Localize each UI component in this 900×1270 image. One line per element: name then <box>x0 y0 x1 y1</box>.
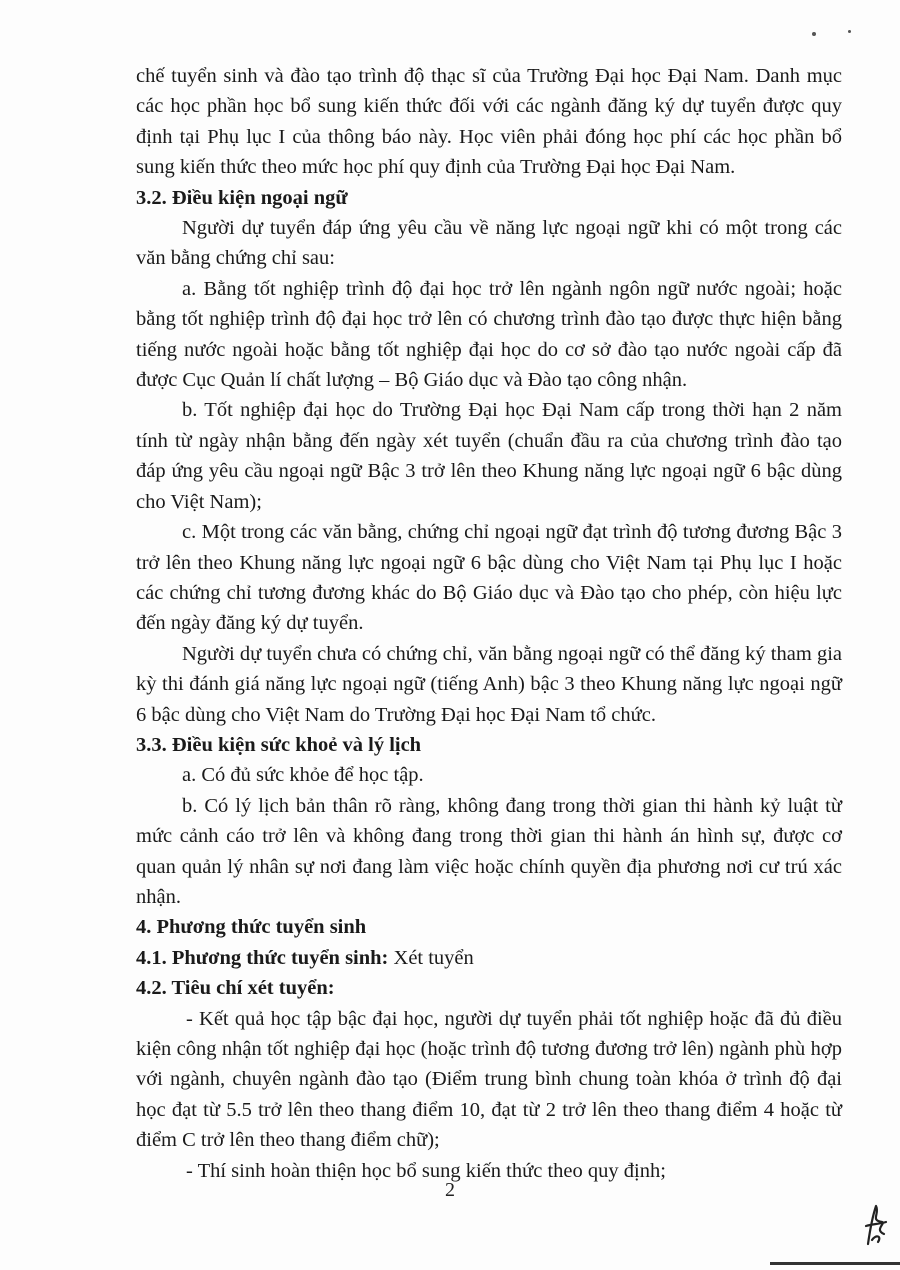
paragraph-language-b: b. Tốt nghiệp đại học do Trường Đại học Đại Nam cấp trong thời hạn 2 năm tính từ ngày nhận bằng đến ngày xét tuyển (chuẩn đầu ra của chương trình đào tạo đáp ứng yêu cầu ngoại ngữ Bậc 3 trở lên theo Khung năng lực ngoại ngữ 6 bậc dùng cho Việt Nam); <box>136 399 842 513</box>
paragraph-language-a: a. Bằng tốt nghiệp trình độ đại học trở lên ngành ngôn ngữ nước ngoài; hoặc bằng tốt nghiệp trình độ đại học trở lên có chương trình đào tạo được thực hiện bằng tiếng nước ngoài hoặc bằng tốt nghiệp đại học do cơ sở đào tạo nước ngoài cấp đã được Cục Quản lí chất lượng – Bộ Giáo dục và Đào tạo công nhận. <box>136 277 842 392</box>
document-body <box>136 61 842 1186</box>
initials-signature <box>862 1200 890 1248</box>
heading-3-3: 3.3. Điều kiện sức khoẻ và lý lịch <box>136 733 422 756</box>
heading-4: 4. Phương thức tuyển sinh <box>136 916 367 939</box>
scan-edge <box>770 1262 900 1265</box>
scan-speck <box>848 30 851 33</box>
page-number: 2 <box>445 1179 455 1201</box>
paragraph-language-exam: Người dự tuyển chưa có chứng chỉ, văn bằng ngoại ngữ có thể đăng ký tham gia kỳ thi đánh giá năng lực ngoại ngữ (tiếng Anh) bậc 3 theo Khung năng lực ngoại ngữ 6 bậc dùng cho Việt Nam do Trường Đại học Đại Nam tổ chức. <box>136 642 842 726</box>
heading-4-1-value: Xét tuyển <box>388 946 474 969</box>
paragraph-continuation: chế tuyển sinh và đào tạo trình độ thạc sĩ của Trường Đại học Đại Nam. Danh mục các học phần học bổ sung kiến thức đối với các ngành đăng ký dự tuyển được quy định tại Phụ lục I của thông báo này. Học viên phải đóng học phí các học phần bổ sung kiến thức theo mức học phí quy định của Trường Đại học Đại Nam. <box>136 65 842 179</box>
heading-4-1 <box>136 943 842 973</box>
heading-3-2: 3.2. Điều kiện ngoại ngữ <box>136 186 348 209</box>
paragraph-language-c: c. Một trong các văn bằng, chứng chỉ ngoại ngữ đạt trình độ tương đương Bậc 3 trở lên theo Khung năng lực ngoại ngữ 6 bậc dùng cho Việt Nam tại Phụ lục I hoặc các chứng chỉ tương đương khác do Bộ Giáo dục và Đào tạo cho phép, còn hiệu lực đến ngày đăng ký dự tuyển. <box>136 521 842 635</box>
heading-4-2: 4.2. Tiêu chí xét tuyển: <box>136 977 335 1000</box>
scan-speck <box>812 32 816 36</box>
paragraph-background-b: b. Có lý lịch bản thân rõ ràng, không đang trong thời gian thi hành kỷ luật từ mức cảnh cáo trở lên và không đang trong thời gian thi hành án hình sự, được cơ quan quản lý nhân sự nơi đang làm việc hoặc chính quyền địa phương nơi cư trú xác nhận. <box>136 794 842 908</box>
paragraph-language-intro: Người dự tuyển đáp ứng yêu cầu về năng lực ngoại ngữ khi có một trong các văn bằng chứng chỉ sau: <box>136 217 842 270</box>
paragraph-criteria-results: - Kết quả học tập bậc đại học, người dự tuyển phải tốt nghiệp hoặc đã đủ điều kiện công nhận tốt nghiệp đại học (hoặc trình độ tương đương trở lên) ngành phù hợp với ngành, chuyên ngành đào tạo (Điểm trung bình chung toàn khóa ở trình độ đại học đạt từ 5.5 trở lên theo thang điểm 10, đạt từ 2 trở lên theo thang điểm 4 hoặc từ điểm C trở lên theo thang điểm chữ); <box>136 1007 842 1152</box>
paragraph-criteria-supplement: - Thí sinh hoàn thiện học bổ sung kiến thức theo quy định; <box>186 1159 666 1182</box>
paragraph-health-a: a. Có đủ sức khỏe để học tập. <box>182 764 424 787</box>
heading-4-1-label: 4.1. Phương thức tuyển sinh: <box>136 946 389 969</box>
